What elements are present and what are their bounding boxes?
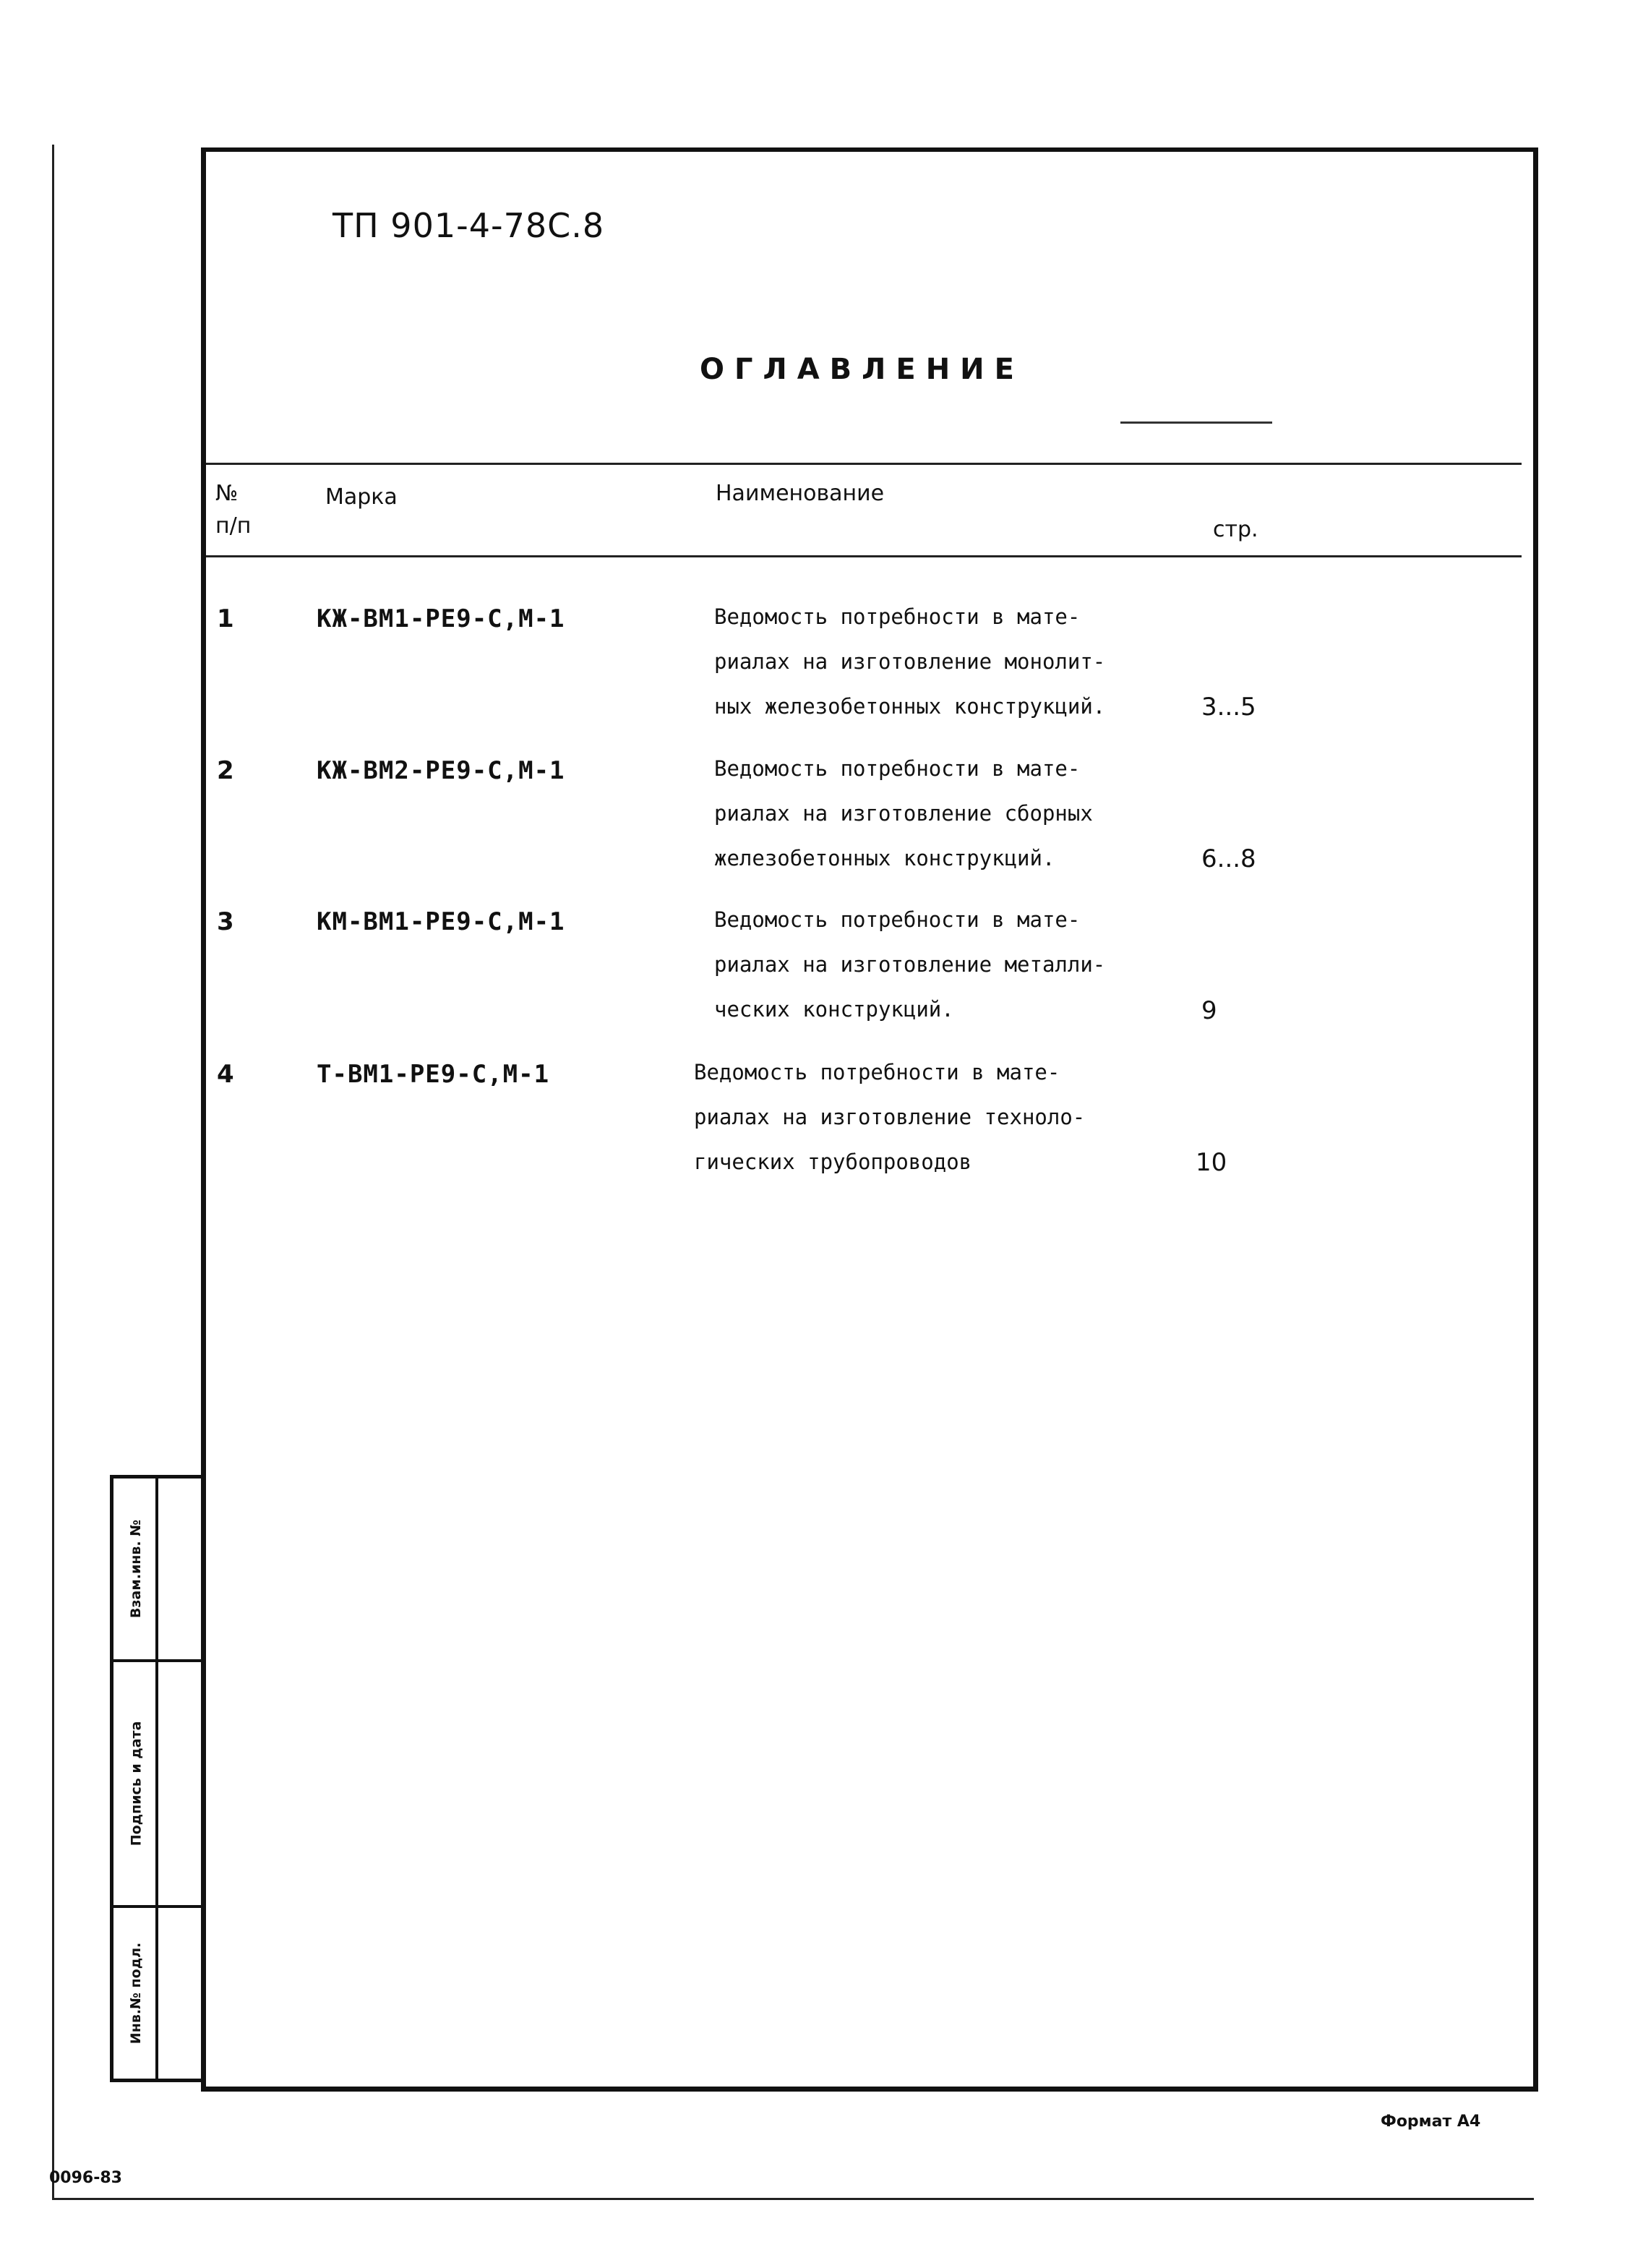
row-mark: Т-ВМ1-РЕ9-С,М-1: [317, 1060, 550, 1089]
stamp-column-divider: [155, 1479, 158, 2079]
row-page: 9: [1201, 996, 1217, 1025]
page-edge-bottom: [52, 2198, 1534, 2200]
page-edge-left: [52, 145, 54, 2198]
header-mark: Марка: [325, 484, 398, 510]
row-page: 6...8: [1201, 844, 1256, 873]
stamp-field-label: Подпись и дата: [128, 1721, 144, 1847]
row-name: Ведомость потребности в мате- риалах на изготовление металли- ческих конструкций.: [714, 907, 1106, 1022]
row-number: 1: [217, 604, 234, 633]
row-name: Ведомость потребности в мате- риалах на изготовление монолит- ных железобетонных конструкций.: [714, 604, 1106, 719]
approval-stamp: [110, 1475, 201, 2082]
row-number: 3: [217, 907, 234, 936]
header-name: Наименование: [716, 481, 885, 506]
stamp-field-replacement-inv: [119, 1479, 153, 1659]
row-name: Ведомость потребности в мате- риалах на изготовление сборных железобетонных конструкций.: [714, 756, 1093, 870]
row-number: 2: [217, 756, 234, 785]
row-mark: КЖ-ВМ2-РЕ9-С,М-1: [317, 756, 565, 785]
page-title: ОГЛАВЛЕНИЕ: [700, 353, 1024, 386]
title-underline: [1120, 421, 1272, 424]
document-code: ТП 901-4-78С.8: [333, 206, 605, 245]
stamp-field-signature-date: [119, 1662, 153, 1905]
header-num-line1: №: [215, 481, 239, 506]
row-mark: КЖ-ВМ1-РЕ9-С,М-1: [317, 604, 565, 633]
stamp-field-label: Инв.№ подл.: [128, 1942, 144, 2045]
sheet-code: 0096-83: [49, 2169, 122, 2187]
row-page: 3...5: [1201, 693, 1256, 722]
row-page: 10: [1196, 1148, 1227, 1177]
format-label: Формат А4: [1381, 2113, 1481, 2131]
stamp-field-label: Взам.инв. №: [128, 1519, 144, 1619]
header-top-line: [206, 463, 1522, 465]
row-number: 4: [217, 1060, 234, 1089]
header-bottom-line: [206, 555, 1522, 557]
row-mark: КМ-ВМ1-РЕ9-С,М-1: [317, 907, 565, 936]
row-name: Ведомость потребности в мате- риалах на изготовление техноло- гических трубопроводов: [694, 1060, 1086, 1174]
stamp-field-original-inv: [119, 1908, 153, 2079]
header-num-line2: п/п: [215, 513, 252, 539]
header-page: стр.: [1213, 517, 1258, 542]
